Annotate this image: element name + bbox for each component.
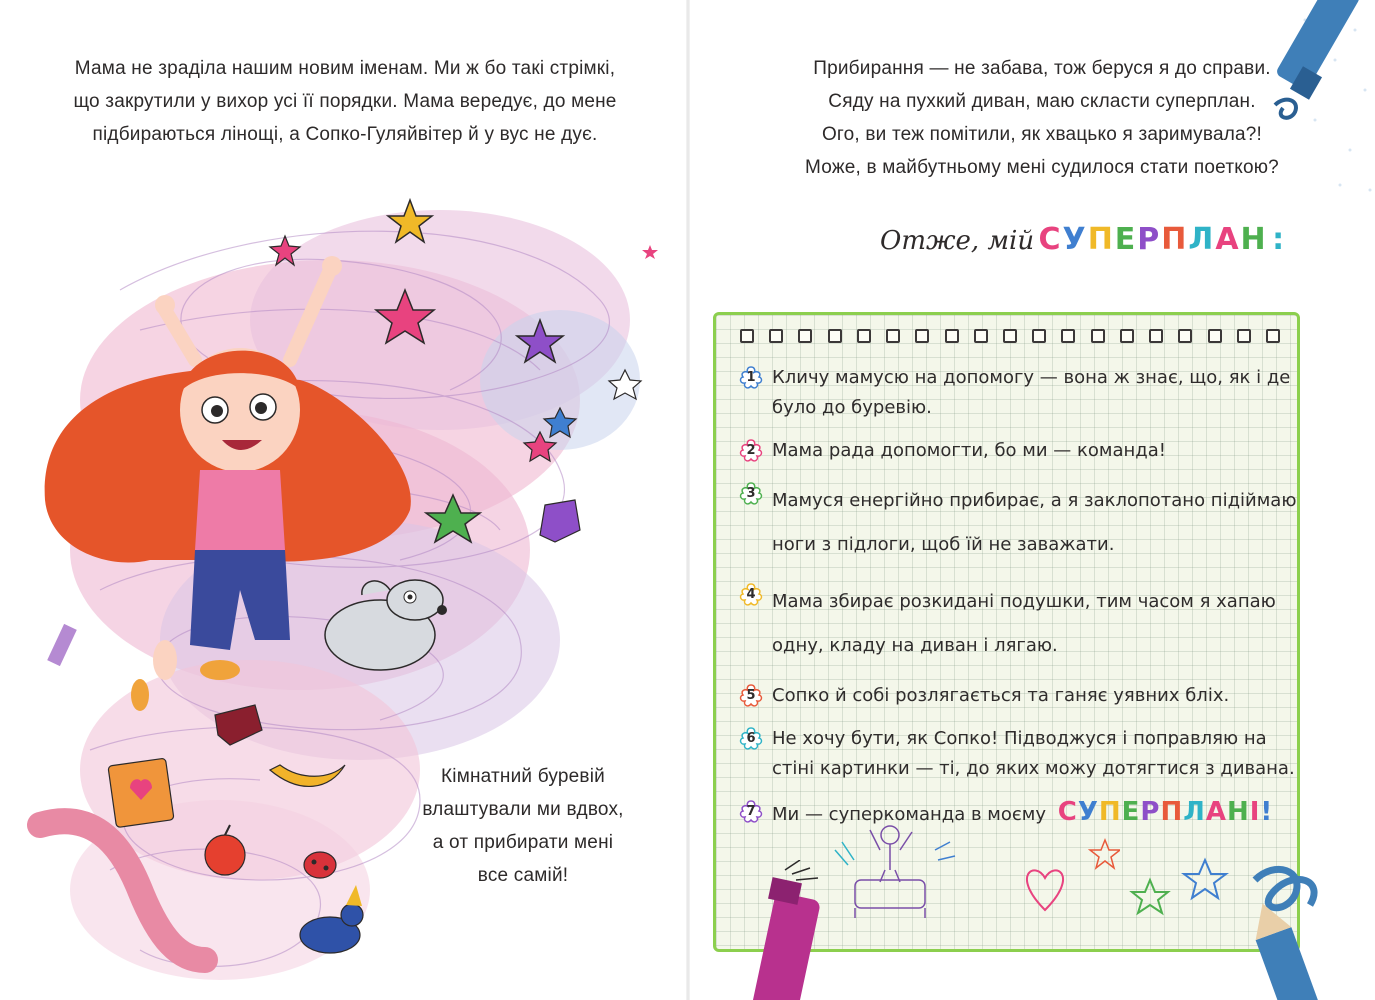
- caption-line: все самій!: [477, 865, 569, 886]
- right-intro-line: Ого, ви теж помітили, як хвацько я заримувала?!: [821, 124, 1263, 145]
- notebook-ring: [1032, 329, 1046, 343]
- plan-item-text: Кличу мамусю на допомогу — вона ж знає, що, як і де було до буревію.: [772, 367, 1291, 418]
- star-icon: [642, 245, 658, 259]
- notebook-ring: [1061, 329, 1075, 343]
- notebook-ring: [1003, 329, 1017, 343]
- heart-icon: [1027, 870, 1063, 910]
- flower-number-icon: 3: [738, 481, 764, 507]
- notebook-ring: [945, 329, 959, 343]
- notebook-ring: [915, 329, 929, 343]
- notebook-ring: [1237, 329, 1251, 343]
- plan-item-text: Мама збирає розкидані подушки, тим часом я хапаю одну, кладу на диван і лягаю.: [772, 591, 1276, 656]
- plan-item: [738, 479, 1298, 567]
- flower-number-icon: 1: [738, 365, 764, 391]
- superplan-highlight-word: СУПЕРПЛАНІ!: [1057, 797, 1274, 827]
- plan-item: [738, 580, 1298, 668]
- star-icon: [1090, 840, 1120, 868]
- left-intro-text: [30, 52, 660, 151]
- notebook-ring: [886, 329, 900, 343]
- star-icon: [1184, 860, 1226, 898]
- notebook-ring: [740, 329, 754, 343]
- book-icon: [108, 758, 174, 827]
- plan-heading: [880, 222, 1300, 272]
- plan-item-text-lead: Ми — суперкоманда в моєму: [772, 804, 1046, 825]
- illustration-caption: [383, 760, 663, 892]
- right-intro-line: Може, в майбутньому мені судилося стати поеткою?: [805, 157, 1279, 178]
- plan-item: [738, 436, 1298, 466]
- notebook-ring: [1178, 329, 1192, 343]
- notebook-ring: [1120, 329, 1134, 343]
- star-icon: [1132, 880, 1168, 913]
- right-intro-line: Прибирання — не забава, тож беруся я до справи.: [813, 58, 1271, 79]
- notebook-ring: [1208, 329, 1222, 343]
- left-intro-line: підбираються лінощі, а Сопко-Гуляйвітер й у вус не дує.: [92, 124, 598, 145]
- plan-item-text: Мама рада допомогти, бо ми — команда!: [772, 440, 1166, 461]
- right-intro-line: Сяду на пухкий диван, маю скласти суперплан.: [828, 91, 1256, 112]
- caption-line: Кімнатний буревій: [441, 766, 605, 787]
- plan-item-text: Сопко й собі розлягається та ганяє уявних бліх.: [772, 685, 1230, 706]
- right-intro-text: [742, 52, 1342, 184]
- plan-item-text: Не хочу бути, як Сопко! Підводжуся і поправляю на стіні картинки — ті, до яких можу дотягтися з дивана.: [772, 728, 1295, 779]
- pencils-decoration: [1125, 820, 1375, 1000]
- flower-number-icon: 5: [738, 683, 764, 709]
- notebook-ring: [828, 329, 842, 343]
- flower-number-icon: 7: [738, 799, 764, 825]
- notebook-ring: [798, 329, 812, 343]
- notebook-ring: [1266, 329, 1280, 343]
- plan-item: [738, 681, 1298, 711]
- ladybug-icon: [304, 852, 336, 878]
- plan-heading-word: СУПЕРПЛАН: [1038, 222, 1268, 257]
- plan-list: [738, 363, 1298, 843]
- plan-heading-lead: Отже, мій: [880, 226, 1035, 256]
- notebook-ring: [769, 329, 783, 343]
- caption-line: а от прибирати мені: [432, 832, 614, 853]
- left-intro-line: що закрутили у вихор усі її порядки. Мама вередує, до мене: [73, 91, 617, 112]
- plan-heading-colon: :: [1272, 222, 1287, 257]
- flower-number-icon: 6: [738, 726, 764, 752]
- doodle-sketch: [820, 820, 1120, 930]
- flower-number-icon: 2: [738, 438, 764, 464]
- plan-item: [738, 363, 1298, 423]
- sock-icon: [540, 500, 580, 542]
- plan-item: [738, 724, 1298, 784]
- flower-number-icon: 4: [738, 582, 764, 608]
- pencil-icon: [47, 624, 77, 666]
- notebook-ring: [857, 329, 871, 343]
- pencil-icon: [1245, 897, 1333, 1000]
- caption-line: влаштували ми вдвох,: [422, 799, 624, 820]
- notebook-ring: [1149, 329, 1163, 343]
- marker-icon: [740, 860, 830, 1000]
- plan-item-text: Мамуся енергійно прибирає, а я заклопотано підіймаю ноги з підлоги, щоб їй не заважати.: [772, 490, 1297, 555]
- notebook-ring: [974, 329, 988, 343]
- left-intro-line: Мама не зраділа нашим новим іменам. Ми ж бо такі стрімкі,: [74, 58, 616, 79]
- notebook-rings: [740, 329, 1280, 345]
- notebook-ring: [1091, 329, 1105, 343]
